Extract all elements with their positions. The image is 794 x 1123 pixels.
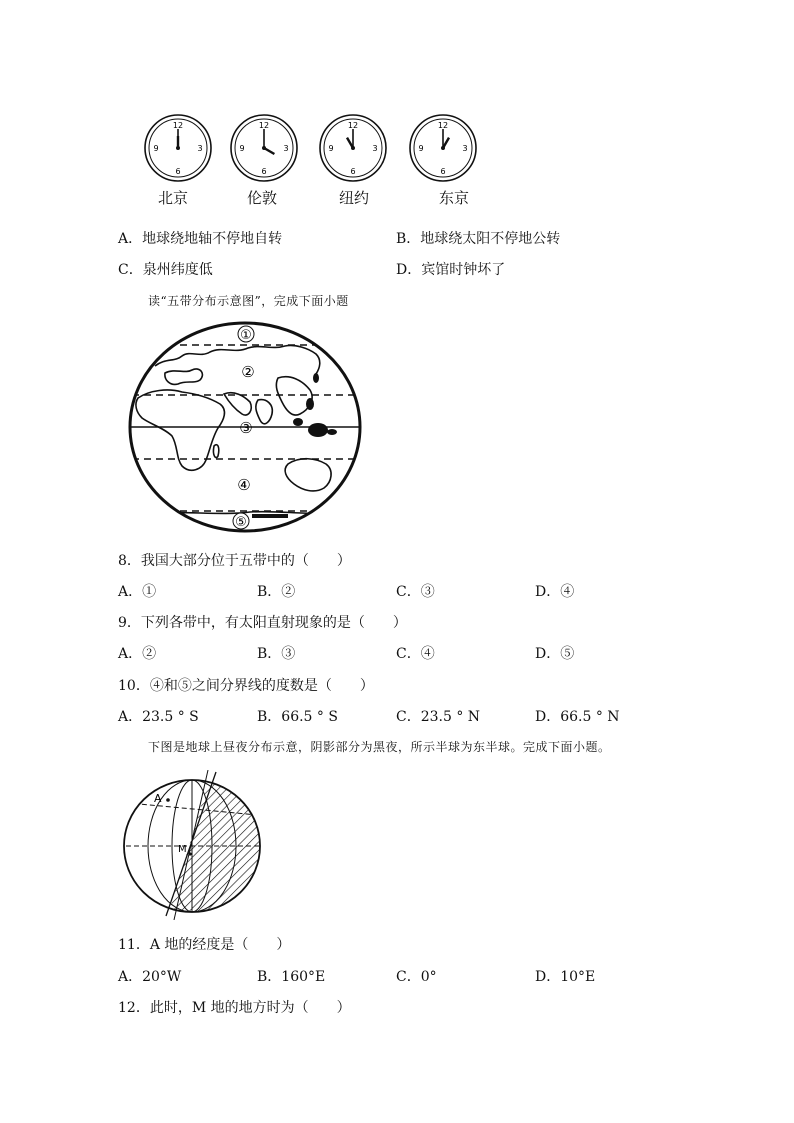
clock-faces xyxy=(140,110,490,190)
clock-number: 9 xyxy=(239,144,245,153)
q8-stem: 8．我国大部分位于五带中的（ ） xyxy=(118,553,351,569)
clock-number: 12 xyxy=(258,121,270,130)
clock-face xyxy=(145,115,211,181)
clock-number: 12 xyxy=(437,121,449,130)
q8-option-a[interactable]: A．① xyxy=(118,584,157,600)
clock-number: 6 xyxy=(175,167,181,176)
q10-option-d[interactable]: D．66.5 ° N xyxy=(535,709,620,725)
zone-marker-1: ① xyxy=(240,328,252,343)
q12-stem: 12．此时，M 地的地方时为（ ） xyxy=(118,1000,351,1016)
day-night-figure xyxy=(118,770,268,920)
q11-option-a[interactable]: A．20°W xyxy=(118,969,182,985)
q7-option-a[interactable]: A．地球绕地轴不停地自转 xyxy=(118,231,283,247)
clock-face xyxy=(320,115,386,181)
clock-number: 9 xyxy=(328,144,334,153)
fig1-caption: 读“五带分布示意图”，完成下面小题 xyxy=(148,294,349,308)
clock-number: 12 xyxy=(347,121,359,130)
q10-option-c[interactable]: C．23.5 ° N xyxy=(396,709,481,725)
q11-option-d[interactable]: D．10°E xyxy=(535,969,596,985)
q8-option-d[interactable]: D．④ xyxy=(535,584,575,600)
clock-number: 3 xyxy=(197,144,203,153)
clock-number: 9 xyxy=(153,144,159,153)
zone-marker-5: ⑤ xyxy=(235,515,247,530)
q7-option-d[interactable]: D．宾馆时钟坏了 xyxy=(396,262,506,278)
q8-option-b[interactable]: B．② xyxy=(257,584,296,600)
fig2-caption: 下图是地球上昼夜分布示意，阴影部分为黑夜，所示半球为东半球。完成下面小题。 xyxy=(148,740,611,754)
clock-label-newyork: 纽约 xyxy=(338,189,369,207)
q11-stem: 11．A 地的经度是（ ） xyxy=(118,937,291,953)
q9-stem: 9．下列各带中，有太阳直射现象的是（ ） xyxy=(118,615,407,631)
five-zones-figure xyxy=(120,318,370,538)
q10-option-b[interactable]: B．66.5 ° S xyxy=(257,709,338,725)
q9-option-c[interactable]: C．④ xyxy=(396,646,435,662)
q9-option-b[interactable]: B．③ xyxy=(257,646,296,662)
q7-option-b[interactable]: B．地球绕太阳不停地公转 xyxy=(396,231,561,247)
zone-marker-4: ④ xyxy=(237,476,251,494)
clock-face xyxy=(410,115,476,181)
clock-number: 9 xyxy=(418,144,424,153)
q8-option-c[interactable]: C．③ xyxy=(396,584,435,600)
clock-label-london: 伦敦 xyxy=(246,189,277,207)
q11-option-c[interactable]: C．0° xyxy=(396,969,437,985)
clock-label-beijing: 北京 xyxy=(157,189,188,207)
q7-option-c[interactable]: C．泉州纬度低 xyxy=(118,262,213,278)
q10-option-a[interactable]: A．23.5 ° S xyxy=(118,709,199,725)
q9-option-d[interactable]: D．⑤ xyxy=(535,646,575,662)
zone-markers xyxy=(233,326,255,530)
zone-marker-3: ③ xyxy=(239,419,253,437)
clock-number: 6 xyxy=(350,167,356,176)
clock-face xyxy=(231,115,297,181)
clock-number: 3 xyxy=(372,144,378,153)
clock-number: 6 xyxy=(261,167,267,176)
clock-number: 6 xyxy=(440,167,446,176)
point-a-label: A xyxy=(154,792,162,805)
zone-marker-2: ② xyxy=(241,363,255,381)
clock-number: 3 xyxy=(462,144,468,153)
clock-number: 3 xyxy=(283,144,289,153)
q10-stem: 10．④和⑤之间分界线的度数是（ ） xyxy=(118,678,374,694)
clock-label-tokyo: 东京 xyxy=(438,189,469,207)
q9-option-a[interactable]: A．② xyxy=(118,646,157,662)
clock-number: 12 xyxy=(172,121,184,130)
q11-option-b[interactable]: B．160°E xyxy=(257,969,326,985)
point-m-label: M xyxy=(178,844,187,855)
